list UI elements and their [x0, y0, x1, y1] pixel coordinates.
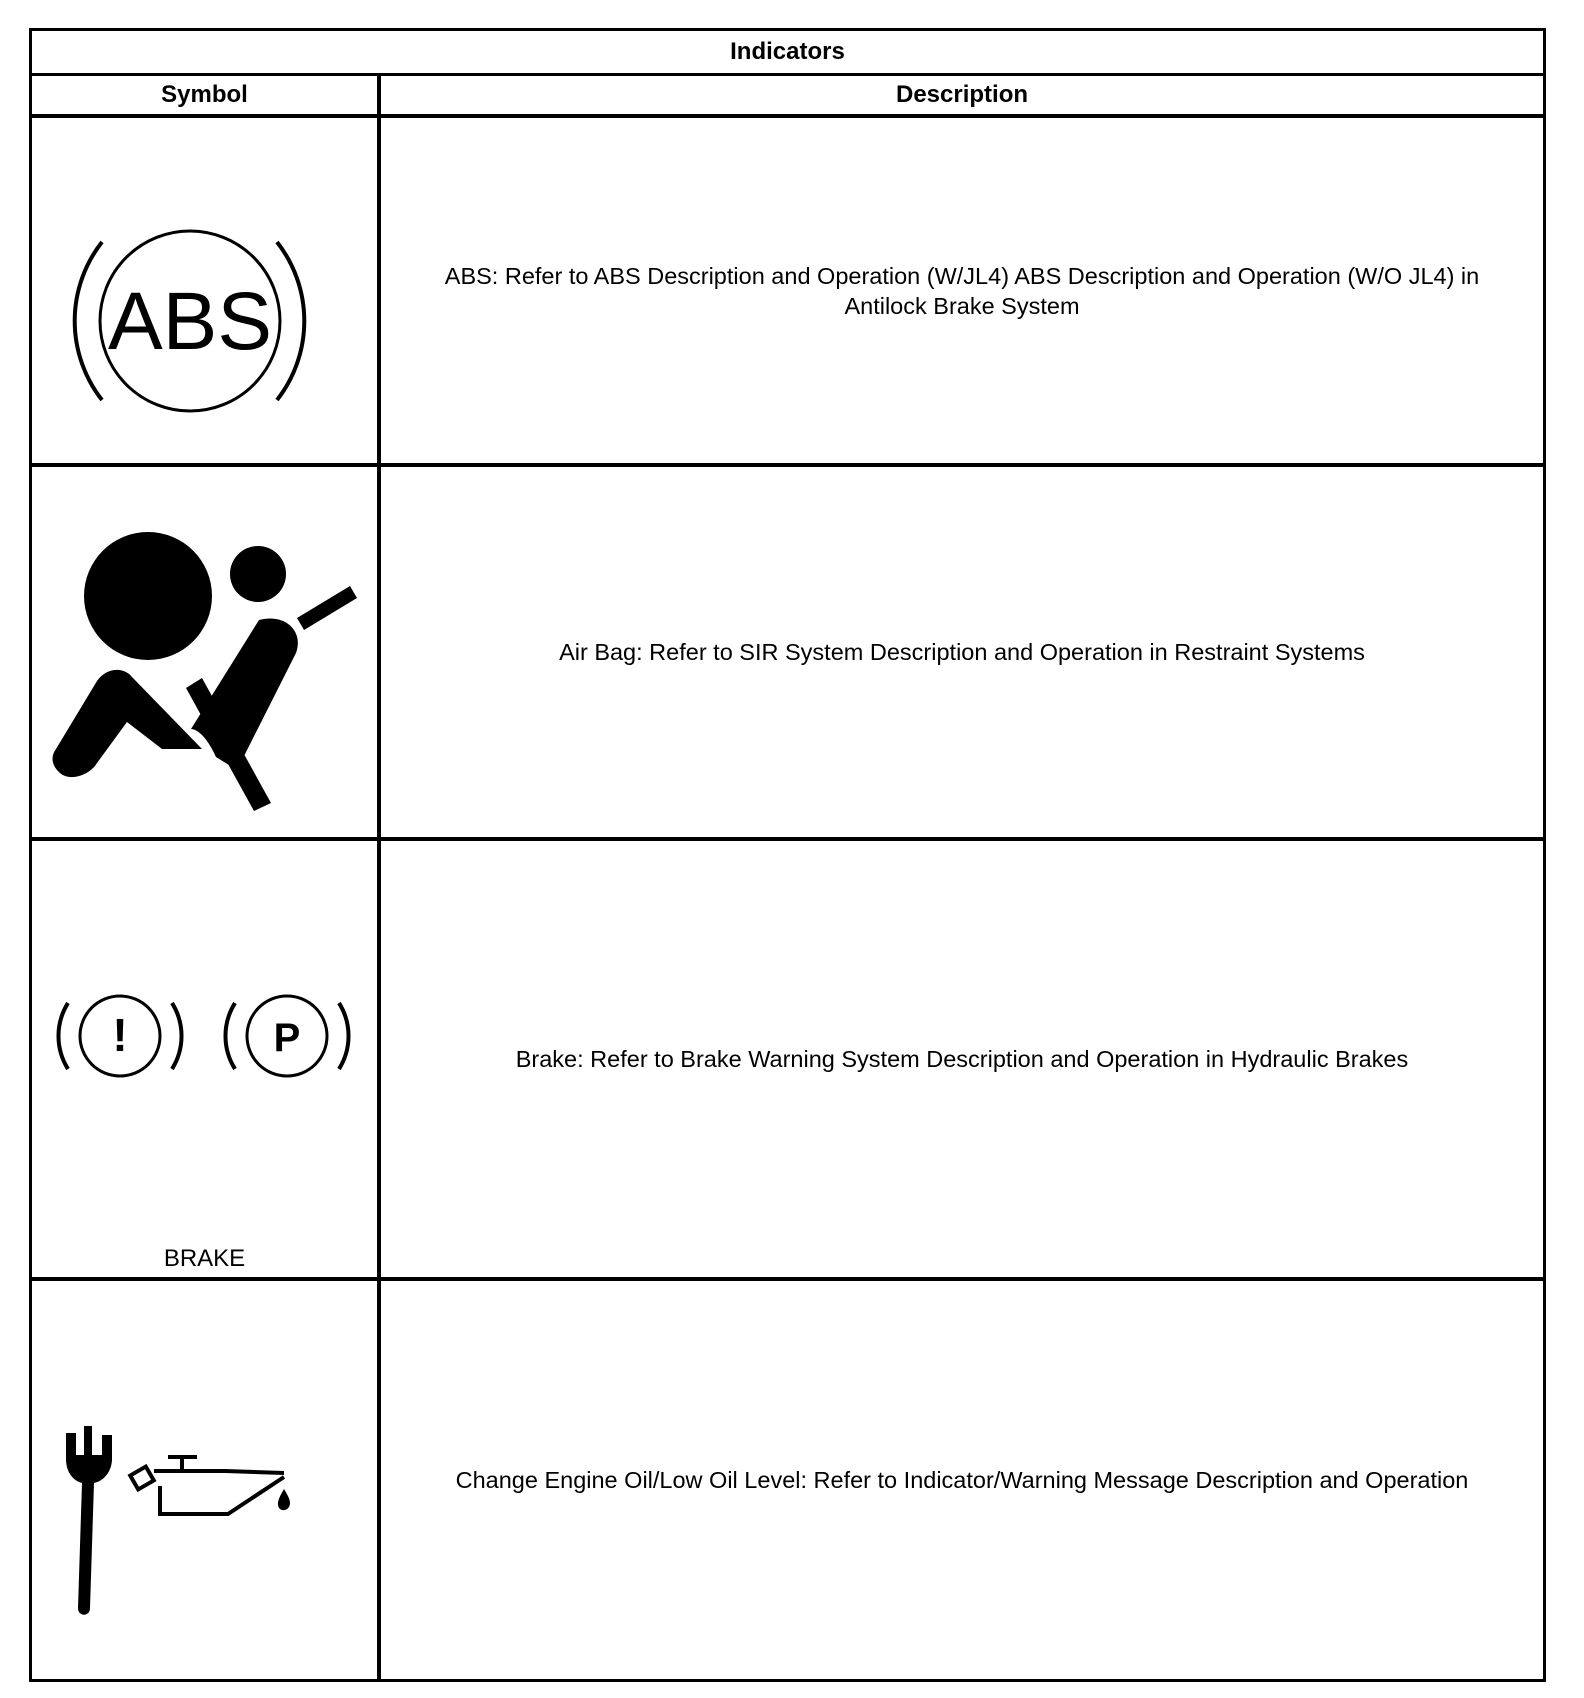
- description-cell: [381, 1281, 1543, 1679]
- description-text: Change Engine Oil/Low Oil Level: Refer to Indicator/Warning Message Description and Operation: [455, 1467, 1469, 1493]
- brake-symbol-label: BRAKE: [163, 1245, 246, 1272]
- description-cell: [381, 467, 1543, 837]
- brake-warning-icon: [32, 841, 377, 1241]
- symbol-cell: [32, 118, 377, 463]
- park-glyph: P: [273, 1016, 301, 1060]
- indicators-table: [29, 28, 1546, 1682]
- table-row-air-bag: [32, 467, 1543, 841]
- table-title: Indicators: [32, 31, 1543, 76]
- abs-symbol-text: ABS: [107, 276, 273, 367]
- abs-warning-icon: [32, 118, 377, 463]
- description-text: Air Bag: Refer to SIR System Description and Operation in Restraint Systems: [559, 639, 1365, 665]
- exclamation-glyph: !: [112, 1009, 128, 1061]
- description-column-header: Description: [895, 81, 1029, 108]
- table-row-brake: [32, 841, 1543, 1281]
- table-row-abs: [32, 118, 1543, 467]
- wrench-oil-can-icon: [32, 1281, 377, 1679]
- description-text: ABS: Refer to ABS Description and Operation (W/JL4) ABS Description and Operation (W/O JL4) in Antilock Brake System: [444, 262, 1480, 319]
- symbol-cell: [32, 841, 377, 1277]
- table-header-row: [32, 76, 1543, 118]
- symbol-column-header: Symbol: [161, 81, 248, 108]
- description-text: Brake: Refer to Brake Warning System Description and Operation in Hydraulic Brakes: [515, 1046, 1409, 1072]
- air-bag-icon: [32, 467, 377, 837]
- description-cell: [381, 118, 1543, 463]
- description-cell: [381, 841, 1543, 1277]
- symbol-cell: [32, 1281, 377, 1679]
- symbol-cell: [32, 467, 377, 837]
- table-row-engine-oil: [32, 1281, 1543, 1679]
